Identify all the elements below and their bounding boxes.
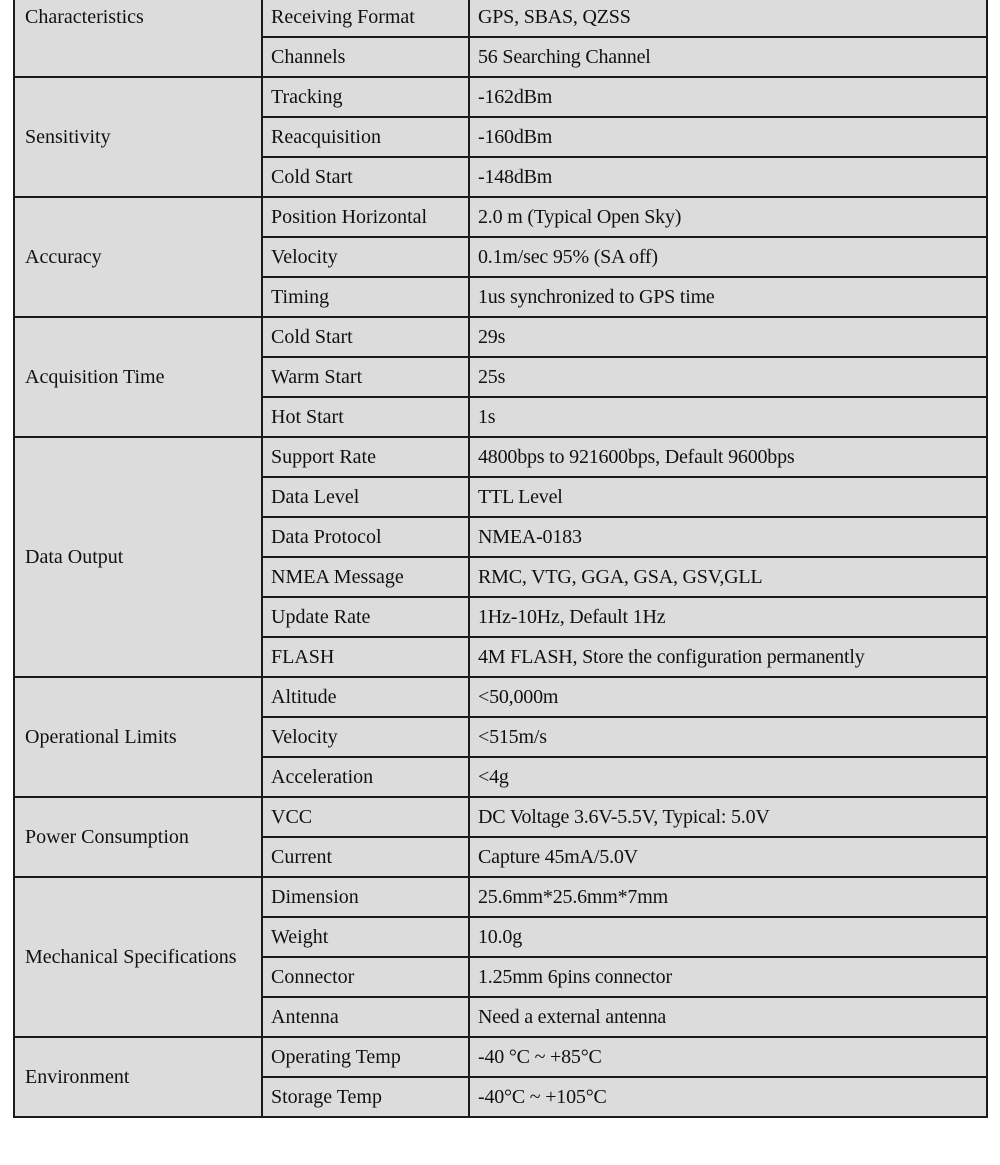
value-timing: 1us synchronized to GPS time — [469, 277, 987, 317]
value-operating-temp: -40 °C ~ +85°C — [469, 1037, 987, 1077]
value-reacquisition: -160dBm — [469, 117, 987, 157]
param-reacquisition: Reacquisition — [262, 117, 469, 157]
param-operating-temp: Operating Temp — [262, 1037, 469, 1077]
spec-row — [14, 0, 987, 37]
value-update-rate: 1Hz-10Hz, Default 1Hz — [469, 597, 987, 637]
param-position-horizontal: Position Horizontal — [262, 197, 469, 237]
param-update-rate: Update Rate — [262, 597, 469, 637]
param-cold-start: Cold Start — [262, 317, 469, 357]
category-sensitivity: Sensitivity — [14, 77, 262, 197]
spec-row — [14, 1037, 987, 1077]
spec-row — [14, 797, 987, 837]
value-dimension: 25.6mm*25.6mm*7mm — [469, 877, 987, 917]
param-acceleration: Acceleration — [262, 757, 469, 797]
category-data-output: Data Output — [14, 437, 262, 677]
param-tracking: Tracking — [262, 77, 469, 117]
param-flash: FLASH — [262, 637, 469, 677]
value-velocity-limit: <515m/s — [469, 717, 987, 757]
value-velocity-accuracy: 0.1m/sec 95% (SA off) — [469, 237, 987, 277]
param-weight: Weight — [262, 917, 469, 957]
value-altitude: <50,000m — [469, 677, 987, 717]
category-characteristics: Characteristics — [14, 0, 262, 77]
value-tracking: -162dBm — [469, 77, 987, 117]
category-environment: Environment — [14, 1037, 262, 1117]
value-flash: 4M FLASH, Store the configuration permanently — [469, 637, 987, 677]
value-nmea-message: RMC, VTG, GGA, GSA, GSV,GLL — [469, 557, 987, 597]
param-storage-temp: Storage Temp — [262, 1077, 469, 1117]
param-current: Current — [262, 837, 469, 877]
value-weight: 10.0g — [469, 917, 987, 957]
value-cold-start: 29s — [469, 317, 987, 357]
value-current: Capture 45mA/5.0V — [469, 837, 987, 877]
param-data-protocol: Data Protocol — [262, 517, 469, 557]
value-connector: 1.25mm 6pins connector — [469, 957, 987, 997]
param-velocity-accuracy: Velocity — [262, 237, 469, 277]
param-warm-start: Warm Start — [262, 357, 469, 397]
value-position-horizontal: 2.0 m (Typical Open Sky) — [469, 197, 987, 237]
spec-row — [14, 437, 987, 477]
value-data-level: TTL Level — [469, 477, 987, 517]
param-timing: Timing — [262, 277, 469, 317]
param-dimension: Dimension — [262, 877, 469, 917]
spec-row — [14, 877, 987, 917]
value-vcc: DC Voltage 3.6V-5.5V, Typical: 5.0V — [469, 797, 987, 837]
spec-table — [13, 0, 988, 1118]
category-power-consumption: Power Consumption — [14, 797, 262, 877]
value-receiving-format: GPS, SBAS, QZSS — [469, 0, 987, 37]
category-mechanical-specifications: Mechanical Specifications — [14, 877, 262, 1037]
value-cold-start-sensitivity: -148dBm — [469, 157, 987, 197]
value-antenna: Need a external antenna — [469, 997, 987, 1037]
param-cold-start-sensitivity: Cold Start — [262, 157, 469, 197]
param-velocity-limit: Velocity — [262, 717, 469, 757]
param-data-level: Data Level — [262, 477, 469, 517]
category-operational-limits: Operational Limits — [14, 677, 262, 797]
value-warm-start: 25s — [469, 357, 987, 397]
value-hot-start: 1s — [469, 397, 987, 437]
value-support-rate: 4800bps to 921600bps, Default 9600bps — [469, 437, 987, 477]
param-connector: Connector — [262, 957, 469, 997]
value-acceleration: <4g — [469, 757, 987, 797]
spec-row — [14, 197, 987, 237]
param-channels: Channels — [262, 37, 469, 77]
param-nmea-message: NMEA Message — [262, 557, 469, 597]
param-receiving-format: Receiving Format — [262, 0, 469, 37]
spec-row — [14, 677, 987, 717]
value-data-protocol: NMEA-0183 — [469, 517, 987, 557]
spec-row — [14, 77, 987, 117]
param-altitude: Altitude — [262, 677, 469, 717]
value-storage-temp: -40°C ~ +105°C — [469, 1077, 987, 1117]
param-support-rate: Support Rate — [262, 437, 469, 477]
spec-row — [14, 317, 987, 357]
value-channels: 56 Searching Channel — [469, 37, 987, 77]
category-accuracy: Accuracy — [14, 197, 262, 317]
param-antenna: Antenna — [262, 997, 469, 1037]
param-vcc: VCC — [262, 797, 469, 837]
param-hot-start: Hot Start — [262, 397, 469, 437]
category-acquisition-time: Acquisition Time — [14, 317, 262, 437]
